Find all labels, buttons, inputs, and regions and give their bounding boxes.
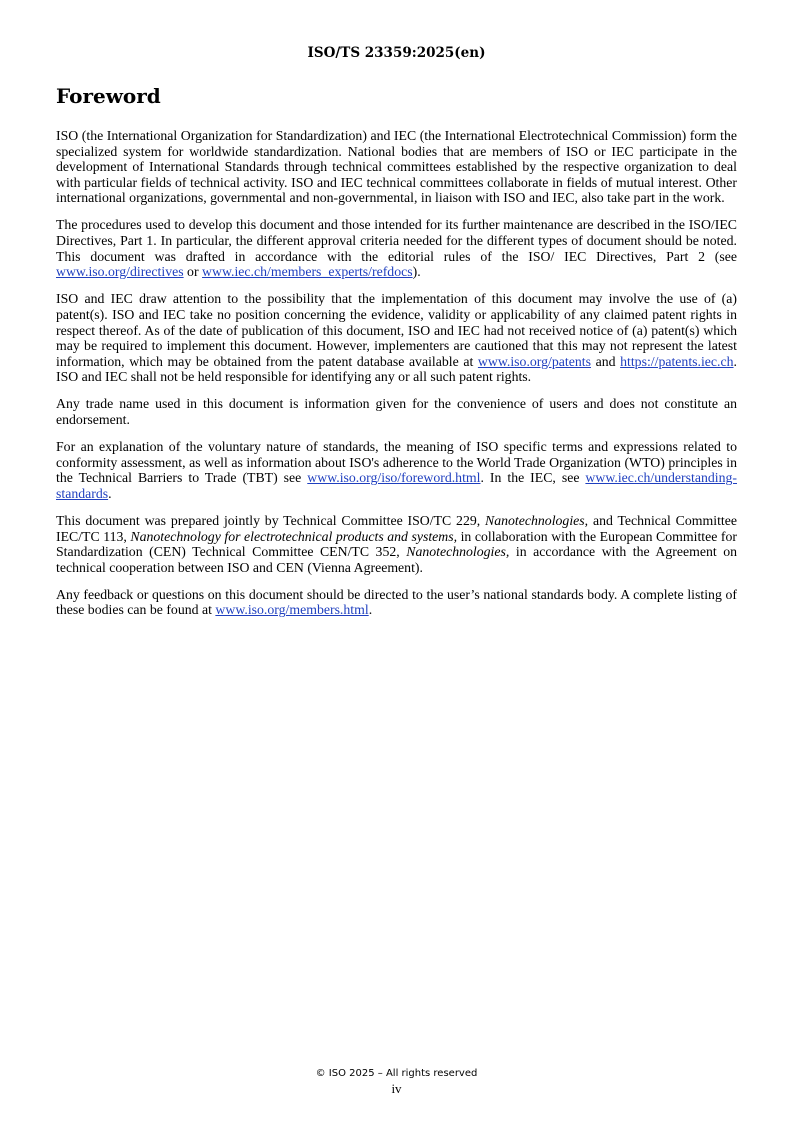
paragraph-procedures: The procedures used to develop this document and those intended for its further maintenance are described in the ISO/IEC Directives, Part 1. In particular, the different approval criteria needed for the different types of document should be noted. This document was drafted in accordance with the editorial rules of the ISO/ IEC Directives, Part 2 (see www.iso.org/directives or www.iec.ch/members_experts/refdocs).: [56, 217, 737, 280]
iso-patents-link[interactable]: www.iso.org/patents: [477, 353, 591, 369]
iec-patents-link[interactable]: https://patents.iec.ch: [620, 353, 734, 369]
paragraph-voluntary-nature: For an explanation of the voluntary nature of standards, the meaning of ISO specific terms and expressions related to conformity assessment, as well as information about ISO's adherence to the World Trade Organization (WTO) principles in the Technical Barriers to Trade (TBT) see www.iso.org/iso/foreword.html. In the IEC, see www.iec.ch/understanding-standards.: [56, 439, 737, 501]
document-identifier: ISO/TS 23359:2025(en): [307, 45, 486, 61]
page-title: Foreword: [56, 84, 161, 108]
paragraph-trade-name: Any trade name used in this document is information given for the convenience of users and does not constitute an endorsement.: [56, 396, 737, 427]
iso-foreword-link[interactable]: www.iso.org/iso/foreword.html: [307, 470, 481, 486]
page-footer: [0, 1066, 793, 1096]
page-number: iv: [391, 1081, 402, 1096]
foreword-body: [56, 128, 737, 630]
paragraph-patents: ISO and IEC draw attention to the possibility that the implementation of this document may involve the use of (a) patent(s). ISO and IEC take no position concerning the evidence, validity or applicability of any claimed patent rights in respect thereof. As of the date of publication of this document, ISO and IEC had not received notice of (a) patent(s) which may be required to implement this document. However, implementers are cautioned that this may not represent the latest information, which may be obtained from the patent database available at www.iso.org/patents and https://patents.iec.ch. ISO and IEC shall not be held responsible for identifying any or all such patent rights.: [56, 291, 737, 385]
paragraph-committees: This document was prepared jointly by Technical Committee ISO/TC 229, Nanotechnologies, and Technical Committee IEC/TC 113, Nanotechnology for electrotechnical products and systems, in collaboration with the European Committee for Standardization (CEN) Technical Committee CEN/TC 352, Nanotechnologies, in accordance with the Agreement on technical cooperation between ISO and CEN (Vienna Agreement).: [56, 512, 737, 575]
copyright-notice: © ISO 2025 – All rights reserved: [315, 1068, 478, 1079]
paragraph-organizations: ISO (the International Organization for Standardization) and IEC (the International Electrotechnical Commission) form the specialized system for worldwide standardization. National bodies that are members of ISO or IEC participate in the development of International Standards through technical committees established by the respective organization to deal with particular fields of technical activity. ISO and IEC technical committees collaborate in fields of mutual interest. Other international organizations, governmental and non-governmental, in liaison with ISO and IEC, also take part in the work.: [56, 128, 737, 206]
directives-link[interactable]: www.iso.org/directives: [56, 264, 184, 280]
iso-members-link[interactable]: www.iso.org/members.html: [215, 602, 369, 618]
iec-refdocs-link[interactable]: www.iec.ch/members_experts/refdocs: [202, 264, 413, 280]
iec-understanding-standards-link[interactable]: www.iec.ch/understanding-standards: [56, 470, 737, 501]
paragraph-feedback: Any feedback or questions on this document should be directed to the user’s national standards body. A complete listing of these bodies can be found at www.iso.org/members.html.: [56, 586, 737, 618]
